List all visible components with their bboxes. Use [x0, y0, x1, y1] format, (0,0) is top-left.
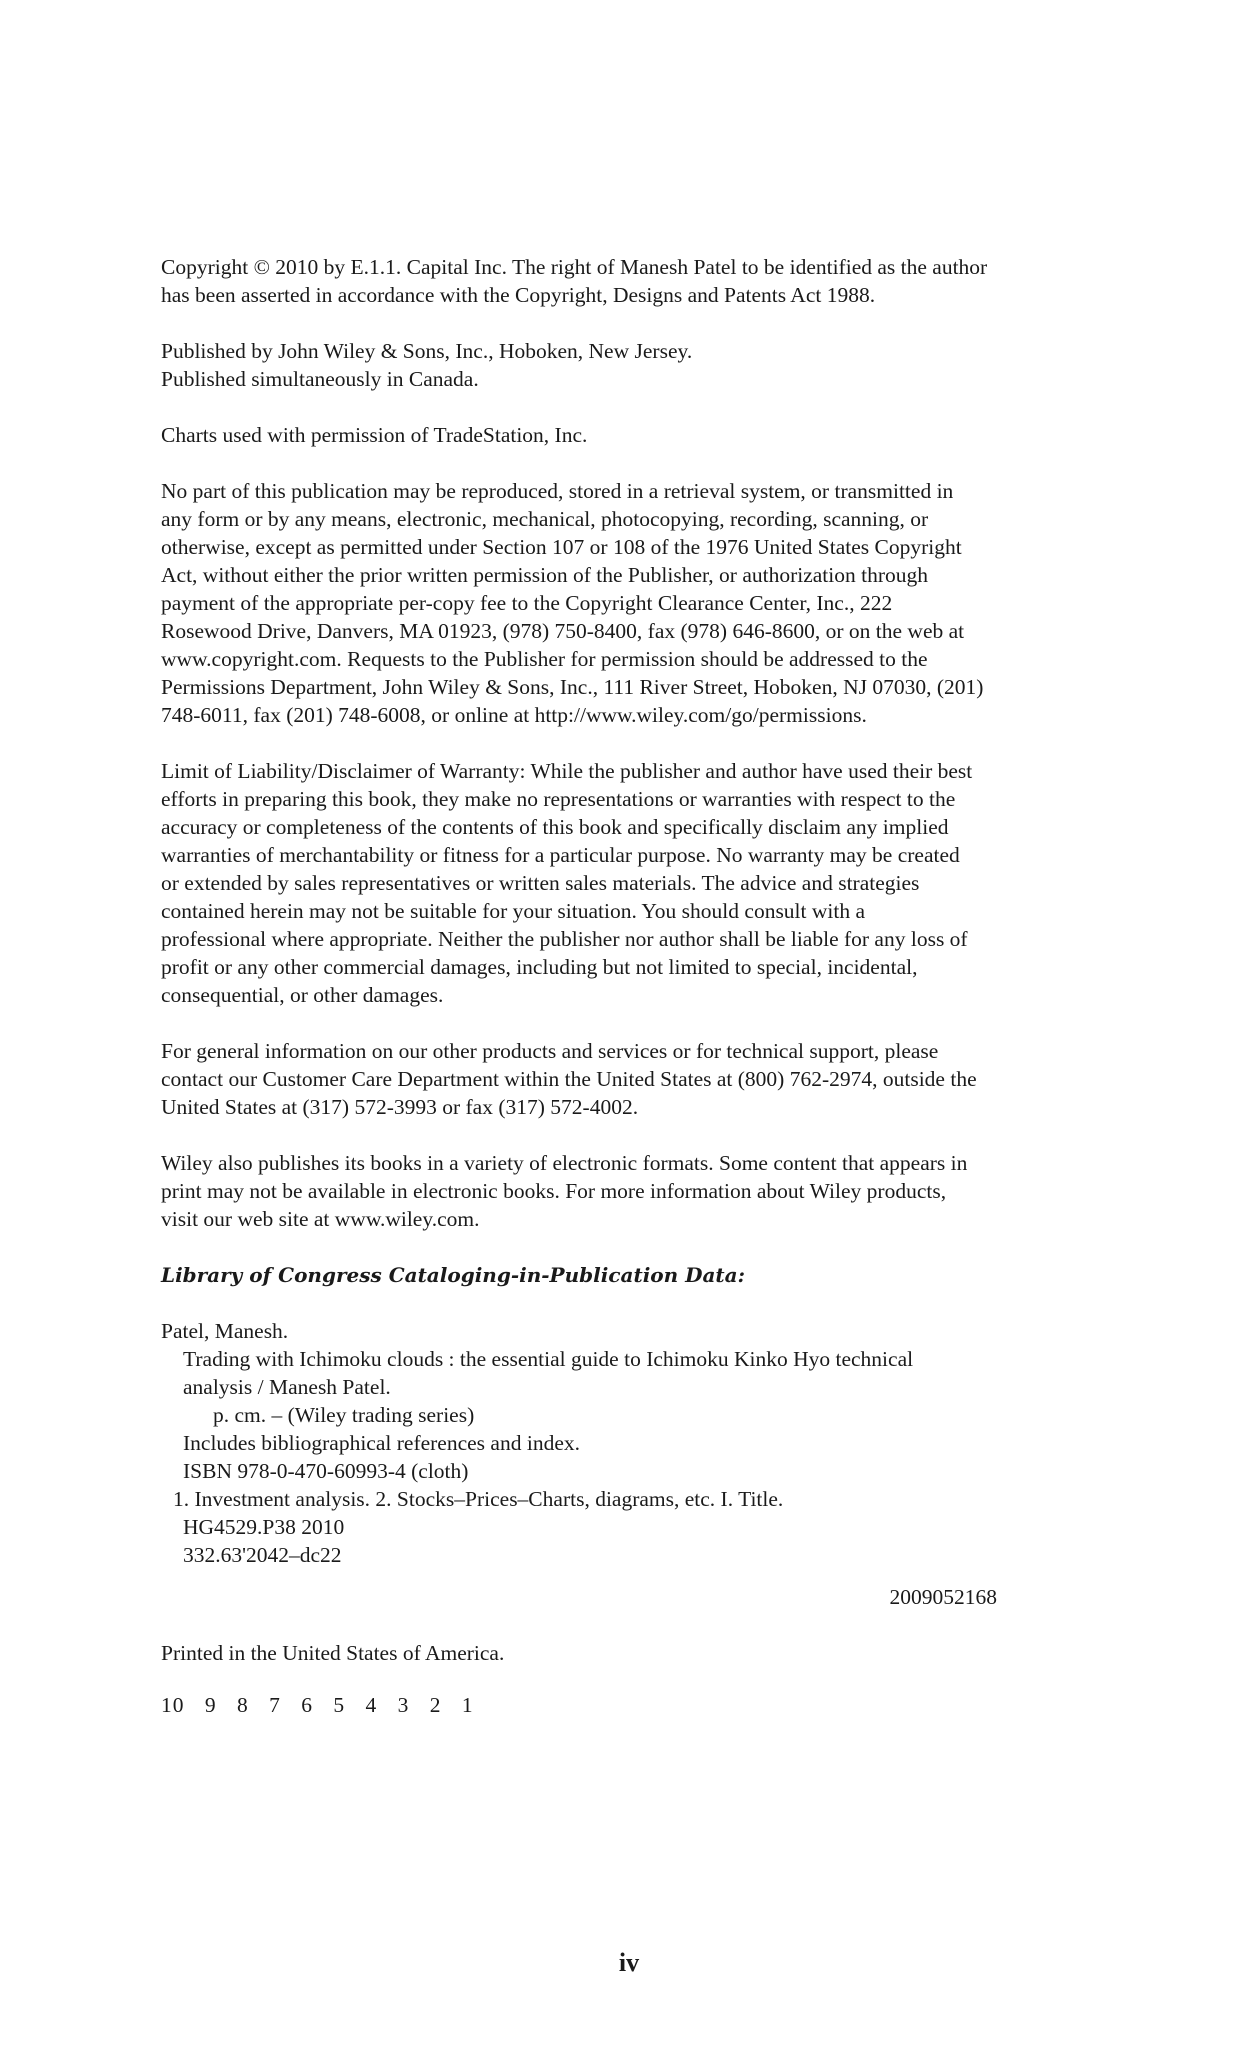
- text-line: has been asserted in accordance with the Copyright, Designs and Patents Act 1988.: [161, 283, 876, 307]
- cip-lc-class: HG4529.P38 2010: [183, 1515, 345, 1539]
- cip-author: Patel, Manesh.: [161, 1319, 289, 1343]
- text-line: or extended by sales representatives or written sales materials. The advice and strategies: [161, 871, 920, 895]
- text-line: contact our Customer Care Department within the United States at (800) 762-2974, outside the: [161, 1067, 977, 1091]
- charts-permission-note: [161, 421, 1121, 449]
- text-line: Published simultaneously in Canada.: [161, 367, 479, 391]
- cip-subjects: 1. Investment analysis. 2. Stocks–Prices–Charts, diagrams, etc. I. Title.: [173, 1487, 784, 1511]
- cip-physical-description: p. cm. – (Wiley trading series): [213, 1403, 475, 1427]
- page-content: [161, 253, 1121, 1719]
- disclaimer-paragraph: [161, 757, 1121, 1009]
- text-line: accuracy or completeness of the contents of this book and specifically disclaim any implied: [161, 815, 949, 839]
- text-line: profit or any other commercial damages, including but not limited to special, incidental,: [161, 955, 918, 979]
- text-line: consequential, or other damages.: [161, 983, 444, 1007]
- publisher-paragraph: [161, 337, 1121, 393]
- support-paragraph: [161, 1037, 1121, 1121]
- cip-record: [161, 1317, 1121, 1611]
- text-line: Permissions Department, John Wiley & Sons, Inc., 111 River Street, Hoboken, NJ 07030, (201): [161, 675, 984, 699]
- text-line: For general information on our other products and services or for technical support, please: [161, 1039, 939, 1063]
- cip-control-number: 2009052168: [889, 1585, 997, 1609]
- text-line: Published by John Wiley & Sons, Inc., Hoboken, New Jersey.: [161, 339, 693, 363]
- text-line: warranties of merchantability or fitness for a particular purpose. No warranty may be created: [161, 843, 960, 867]
- text-line: otherwise, except as permitted under Section 107 or 108 of the 1976 United States Copyright: [161, 535, 962, 559]
- text-line: No part of this publication may be reproduced, stored in a retrieval system, or transmitted in: [161, 479, 954, 503]
- text-line: any form or by any means, electronic, mechanical, photocopying, recording, scanning, or: [161, 507, 929, 531]
- text-line: payment of the appropriate per-copy fee to the Copyright Clearance Center, Inc., 222: [161, 591, 893, 615]
- text-line: efforts in preparing this book, they make no representations or warranties with respect to the: [161, 787, 956, 811]
- text-line: United States at (317) 572-3993 or fax (317) 572-4002.: [161, 1095, 639, 1119]
- cip-title-continued: analysis / Manesh Patel.: [183, 1375, 391, 1399]
- cip-heading: Library of Congress Cataloging-in-Publication Data:: [161, 1263, 746, 1287]
- text-line: 748-6011, fax (201) 748-6008, or online at http://www.wiley.com/go/permissions.: [161, 703, 867, 727]
- text-line: Charts used with permission of TradeStation, Inc.: [161, 423, 588, 447]
- text-line: www.copyright.com. Requests to the Publisher for permission should be addressed to the: [161, 647, 928, 671]
- text-line: print may not be available in electronic books. For more information about Wiley products,: [161, 1179, 947, 1203]
- text-line: Limit of Liability/Disclaimer of Warranty: While the publisher and author have used their best: [161, 759, 973, 783]
- cip-dewey: 332.63'2042–dc22: [183, 1543, 342, 1567]
- text-line: Wiley also publishes its books in a variety of electronic formats. Some content that appears in: [161, 1151, 968, 1175]
- text-line: Act, without either the prior written permission of the Publisher, or authorization through: [161, 563, 929, 587]
- text-line: visit our web site at www.wiley.com.: [161, 1207, 480, 1231]
- copyright-paragraph: [161, 253, 1121, 309]
- text-line: Copyright © 2010 by E.1.1. Capital Inc. The right of Manesh Patel to be identified as the author: [161, 255, 988, 279]
- text-line: professional where appropriate. Neither the publisher nor author shall be liable for any loss of: [161, 927, 968, 951]
- printed-in-note: Printed in the United States of America.: [161, 1641, 505, 1665]
- page-number: iv: [618, 1948, 640, 1977]
- reproduction-notice-paragraph: [161, 477, 1121, 729]
- cip-isbn: ISBN 978-0-470-60993-4 (cloth): [183, 1459, 469, 1483]
- text-line: contained herein may not be suitable for your situation. You should consult with a: [161, 899, 866, 923]
- cip-title: Trading with Ichimoku clouds : the essential guide to Ichimoku Kinko Hyo technical: [183, 1347, 914, 1371]
- text-line: Rosewood Drive, Danvers, MA 01923, (978) 750-8400, fax (978) 646-8600, or on the web at: [161, 619, 965, 643]
- electronic-formats-paragraph: [161, 1149, 1121, 1233]
- printing-line: 10 9 8 7 6 5 4 3 2 1: [161, 1693, 474, 1717]
- cip-includes: Includes bibliographical references and index.: [183, 1431, 580, 1455]
